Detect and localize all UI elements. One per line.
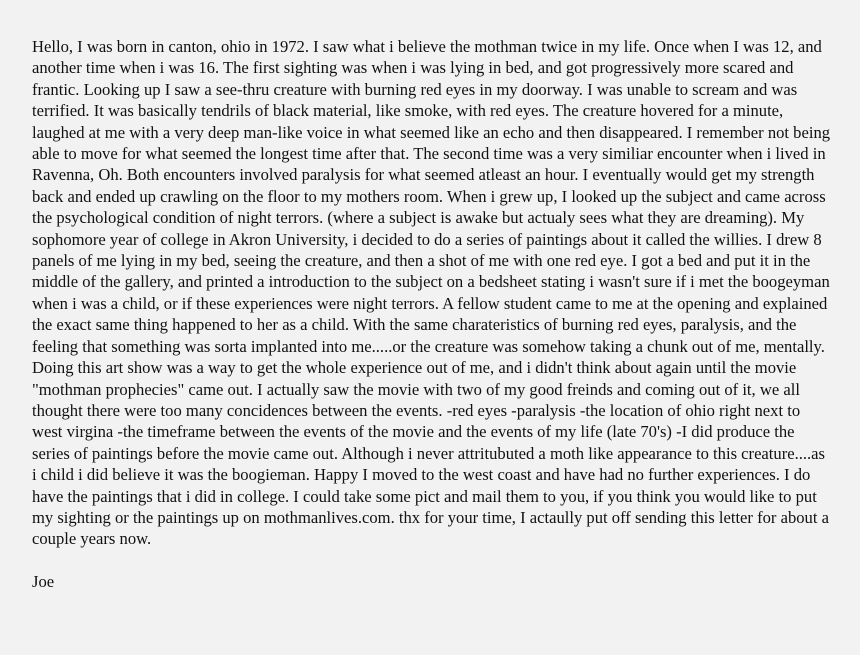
letter-body: Hello, I was born in canton, ohio in 1972. I saw what i believe the mothman twice in my life. Once when I was 12, and another time when i was 16. The first sighting was when i was lying in bed, and got progressively more scared and frantic. Looking up I saw a see-thru creature with burning red eyes in my doorway. I was unable to scream and was terrified. It was basically tendrils of black material, like smoke, with red eyes. The creature hovered for a minute, laughed at me with a very deep man-like voice in what seemed like an echo and then disappeared. I remember not being able to move for what seemed the longest time after that. The second time was a very similiar encounter when i lived in Ravenna, Oh. Both encounters involved paralysis for what seemed atleast an hour. I eventually would get my strength back and ended up crawling on the floor to my mothers room. When i grew up, I looked up the subject and came across the psychological condition of night terrors. (where a subject is awake but actualy sees what they are dreaming). My sophomore year of college in Akron University, i decided to do a series of paintings about it called the willies. I drew 8 panels of me lying in my bed, seeing the creature, and then a shot of me with one red eye. I got a bed and put it in the middle of the gallery, and printed a introduction to the subject on a bedsheet stating i wasn't sure if i met the boogeyman when i was a child, or if these experiences were night terrors. A fellow student came to me at the opening and explained the exact same thing happened to her as a child. With the same charateristics of burning red eyes, paralysis, and the feeling that something was sorta implanted into me.....or the creature was somehow taking a chunk out of me, mentally. Doing this art show was a way to get the whole experience out of me, and i didn't think about again until the movie "mothman prophecies" came out. I actually saw the movie with two of my good freinds and coming out of it, we all thought there were too many concidences between the events. -red eyes -paralysis -the location of ohio right next to west virgina -the timeframe between the events of the movie and the events of my life (late 70's) -I did produce the series of paintings before the movie came out. Although i never attritubuted a moth like appearance to this creature....as i child i did believe it was the boogieman. Happy I moved to the west coast and have had no further experiences. I do have the paintings that i did in college. I could take some pict and mail them to you, if you think you would like to put my sighting or the paintings up on mothmanlives.com. thx for your time, I actaully put off sending this letter for about a couple years now.: [32, 37, 831, 549]
letter-signature: Joe: [32, 572, 55, 592]
letter: [32, 36, 832, 593]
